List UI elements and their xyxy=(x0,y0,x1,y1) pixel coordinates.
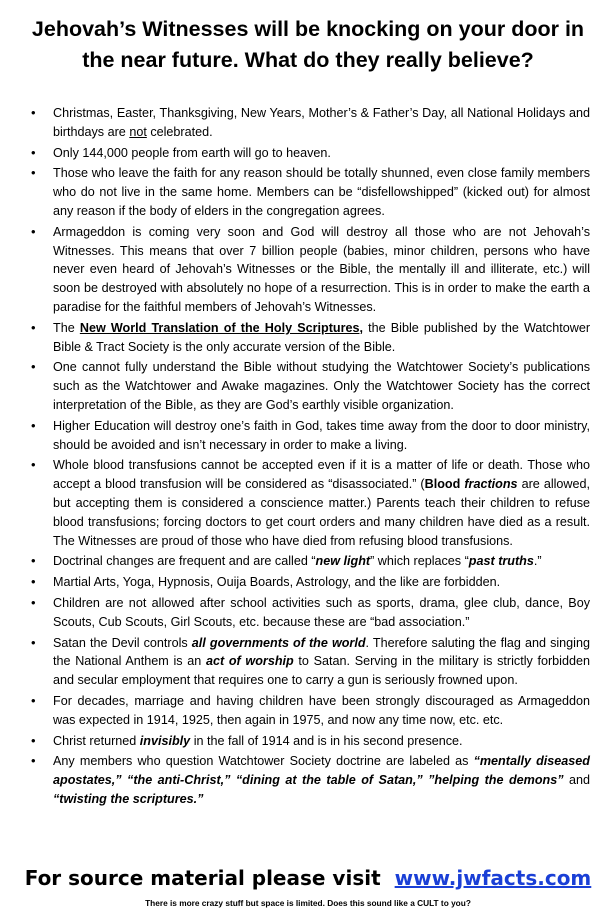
list-item xyxy=(0,732,616,751)
title-line-1: Jehovah’s Witnesses will be knocking on your door in xyxy=(31,17,585,41)
list-item xyxy=(0,144,616,163)
item-text: Children are not allowed after school activities such as sports, drama, glee club, dance, Boy Scouts, Cub Scouts, Girl Scouts, etc. because these are “bad association.” xyxy=(53,595,590,629)
list-item xyxy=(0,223,616,317)
source-footer xyxy=(0,864,616,892)
list-item xyxy=(0,456,616,550)
item-bold-italic: “twisting the scriptures.” xyxy=(53,791,204,806)
item-text: Any members who question Watchtower Society doctrine are labeled as xyxy=(53,754,474,769)
item-text: Only 144,000 people from earth will go to heaven. xyxy=(53,145,331,160)
page-title xyxy=(0,14,616,76)
item-bold-italic: new light xyxy=(315,554,371,569)
item-text: The xyxy=(53,320,80,335)
item-bold-italic: act of worship xyxy=(205,654,294,669)
item-text: to Satan. Serving in the military is strictly forbidden and secular employment that requires one to carry a gun is seriously frowned upon. xyxy=(53,654,590,688)
list-item xyxy=(0,594,616,632)
jwfacts-link[interactable]: www.jwfacts.com xyxy=(394,866,592,890)
item-text: Whole blood transfusions cannot be accepted even if it is a matter of life or death. Those who accept a blood transfusion will be considered as “disassociated.” ( xyxy=(53,458,590,492)
list-item xyxy=(0,752,616,808)
item-bold-italic: fractions xyxy=(464,477,518,492)
list-item xyxy=(0,692,616,730)
item-bold-italic: invisibly xyxy=(139,733,191,748)
item-text: One cannot fully understand the Bible without studying the Watchtower Society’s publications such as the Watchtower and Awake magazines. Only the Watchtower Society has the correct interpretation of the Bible, as they are God’s earthly visible organization. xyxy=(53,360,590,412)
list-item xyxy=(0,164,616,220)
item-text: Those who leave the faith for any reason should be totally shunned, even close family members who do not live in the same home. Members can be “disfellowshipped” (kicked out) for almost any reason if the body of elders in the congregation agrees. xyxy=(53,166,590,218)
item-text: ” which replaces “ xyxy=(370,554,469,569)
item-text: Doctrinal changes are frequent and are called “ xyxy=(53,554,316,569)
item-text: Martial Arts, Yoga, Hypnosis, Ouija Boards, Astrology, and the like are forbidden. xyxy=(53,575,501,590)
item-text: celebrated. xyxy=(146,124,213,139)
list-item xyxy=(0,319,616,357)
item-text: Christ returned xyxy=(53,733,140,748)
item-text: Satan the Devil controls xyxy=(53,635,192,650)
item-bold-italic: past truths xyxy=(468,554,534,569)
item-text: Higher Education will destroy one’s faith in God, takes time away from the door to door ministry, should be avoided and isn’t necessary in order to make a living. xyxy=(53,418,590,452)
list-item xyxy=(0,573,616,592)
list-item xyxy=(0,104,616,142)
item-text: . Therefore saluting the flag and singing the National Anthem is an xyxy=(53,635,590,669)
item-text: in the fall of 1914 and is in his second presence. xyxy=(190,733,463,748)
list-item xyxy=(0,552,616,571)
footer-text: For source material please visit xyxy=(24,866,381,890)
item-text: For decades, marriage and having children have been strongly discouraged as Armageddon was expected in 1914, 1925, then again in 1975, and now any time now, etc. etc. xyxy=(53,693,590,727)
item-text: Armageddon is coming very soon and God will destroy all those who are not Jehovah’s Witnesses. This means that over 7 billion people (babies, minor children, persons who have never even heard of Jehovah’s Witnesses or the Bible, the mentally ill and illiterate, etc.) will soon be destroyed with absolutely no hope of a resurrection. This is in order to make the earth a paradise for the faithful members of Jehovah’s Witnesses. xyxy=(53,224,590,314)
item-underlined: not xyxy=(129,124,147,139)
list-item xyxy=(0,417,616,455)
list-item xyxy=(0,634,616,690)
footer-note: There is more crazy stuff but space is limited. Does this sound like a CULT to you? xyxy=(145,898,471,908)
item-text: .” xyxy=(533,554,542,569)
list-item xyxy=(0,358,616,414)
beliefs-list xyxy=(0,104,616,811)
item-text: are allowed, but accepting them is considered a conscience matter.) Parents teach their children to refuse blood transfusions; forcing doctors to get court orders and many children have died as a result. The Witnesses are proud of those who have died from refusing blood transfusions. xyxy=(53,477,591,548)
title-line-2: the near future. What do they really believe? xyxy=(82,48,534,72)
item-bold: Blood xyxy=(424,477,465,492)
item-bold-italic: all governments of the world xyxy=(191,635,366,650)
item-text: Christmas, Easter, Thanksgiving, New Years, Mother’s & Father’s Day, all National Holidays and birthdays are xyxy=(53,106,590,139)
bible-title: New World Translation of the Holy Scriptures, xyxy=(79,320,363,335)
item-text: and xyxy=(568,773,590,788)
item-text: the Bible published by the Watchtower Bible & Tract Society is the only accurate version of the Bible. xyxy=(53,320,591,354)
item-bold-italic: “mentally diseased apostates,” “the anti-Christ,” “dining at the table of Satan,” ”helping the demons” xyxy=(53,754,590,788)
